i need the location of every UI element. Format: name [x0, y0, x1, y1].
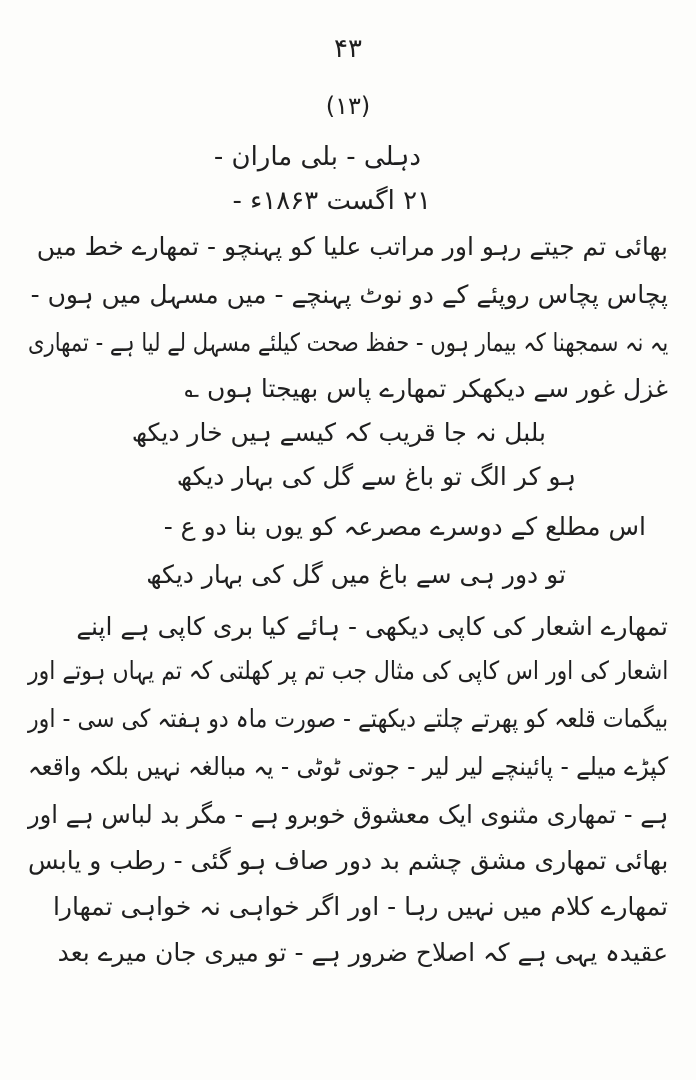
verse-line: ہو کر الگ تو باغ سے گل کی بہار دیکھ: [176, 462, 576, 491]
text-line: کپڑے میلے - پائینچے لیر لیر - جوتی ٹوٹی - یہ مبالغہ نہیں بلکہ واقعہ: [27, 752, 668, 781]
text-line: پچاس پچاس روپئے کے دو نوٹ پہنچے - میں مسہل میں ہوں -: [30, 280, 668, 309]
text-line: اشعار کی اور اس کاپی کی مثال جب تم پر کھلتی کہ تم یہاں ہوتے اور: [27, 656, 668, 685]
text-line: اس مطلع کے دوسرے مصرعہ کو یوں بنا دو ع -: [163, 512, 646, 541]
text-line: بیگمات قلعہ کو پھرتے چلتے دیکھتے - صورت ماہ دو ہفتہ کی سی - اور: [27, 704, 668, 733]
letter-date: ۲۱ اگست ۱۸۶۳ء -: [232, 186, 431, 216]
letter-number: (۱۳): [325, 92, 371, 120]
text-line: غزل غور سے دیکھکر تمھارے پاس بھیجتا ہوں ؎: [184, 374, 668, 403]
text-line: تمھارے کلام میں نہیں رہا - اور اگر خواہی نہ خواہی تمھارا: [52, 892, 668, 921]
text-line: تمھارے اشعار کی کاپی دیکھی - ہائے کیا بری کاپی ہے اپنے: [76, 612, 668, 641]
letter-place: دہلی - بلی ماران -: [213, 142, 421, 172]
text-line: بھائی تم جیتے رہو اور مراتب علیا کو پہنچو - تمھارے خط میں: [36, 232, 668, 261]
text-line: ہے - تمھاری مثنوی ایک معشوق خوبرو ہے - مگر بد لباس ہے اور: [27, 800, 668, 829]
verse-line: تو دور ہی سے باغ میں گل کی بہار دیکھ: [146, 560, 566, 589]
verse-line: بلبل نہ جا قریب کہ کیسے ہیں خار دیکھ: [131, 418, 546, 447]
page-number: ۴۳: [334, 34, 362, 64]
text-line: بھائی تمھاری مشق چشم بد دور صاف ہو گئی - رطب و یابس: [27, 846, 668, 875]
text-line: عقیدہ یہی ہے کہ اصلاح ضرور ہے - تو میری جان میرے بعد: [57, 938, 668, 967]
text-line: یہ نہ سمجھنا کہ بیمار ہوں - حفظ صحت کیلئے مسہل لے لیا ہے - تمھاری: [27, 328, 668, 357]
